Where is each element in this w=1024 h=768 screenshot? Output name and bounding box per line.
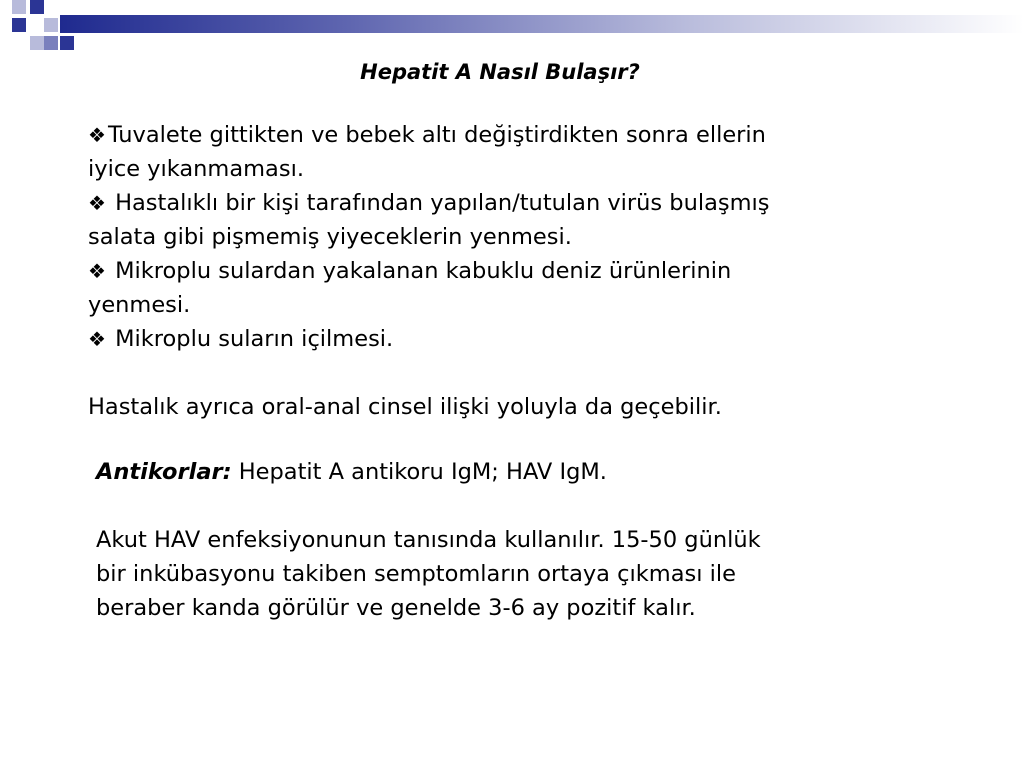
antibody-label: Antikorlar: <box>96 459 232 485</box>
decor-square <box>44 18 58 32</box>
list-item <box>88 322 918 356</box>
transmission-list <box>88 118 918 424</box>
spacer <box>88 356 918 390</box>
list-item-text: Hastalıklı bir kişi tarafından yapılan/tutulan virüs bulaşmış <box>107 190 770 216</box>
diagnosis-line: bir inkübasyonu takiben semptomların ortaya çıkması ile <box>96 561 736 587</box>
header-gradient-bar <box>60 15 1024 33</box>
decor-square <box>12 18 26 32</box>
list-item <box>88 254 918 288</box>
antibody-section <box>96 455 926 625</box>
diamond-bullet-icon: ❖ <box>88 123 106 147</box>
list-item-text: Tuvalete gittikten ve bebek altı değiştirdikten sonra ellerin <box>107 122 766 148</box>
list-item <box>88 186 918 220</box>
transmission-note: Hastalık ayrıca oral-anal cinsel ilişki yoluyla da geçebilir. <box>88 394 722 420</box>
list-item-continuation: salata gibi pişmemiş yiyeceklerin yenmesi. <box>88 224 572 250</box>
antibody-line <box>96 455 926 489</box>
diamond-bullet-icon: ❖ <box>88 259 106 283</box>
diamond-bullet-icon: ❖ <box>88 191 106 215</box>
diamond-bullet-icon: ❖ <box>88 327 106 351</box>
slide-corner-decoration <box>0 0 1024 64</box>
antibody-text: Hepatit A antikoru IgM; HAV IgM. <box>231 459 607 485</box>
spacer <box>96 489 926 523</box>
list-item-text: Mikroplu sulardan yakalanan kabuklu deniz ürünlerinin <box>107 258 732 284</box>
decor-square <box>60 36 74 50</box>
decor-square <box>44 36 58 50</box>
diagnosis-line: Akut HAV enfeksiyonunun tanısında kullanılır. 15-50 günlük <box>96 527 761 553</box>
decor-square <box>30 0 44 14</box>
decor-square <box>12 0 26 14</box>
diagnosis-line: beraber kanda görülür ve genelde 3-6 ay pozitif kalır. <box>96 595 696 621</box>
slide-title: Hepatit A Nasıl Bulaşır? <box>360 60 640 84</box>
list-item-continuation: iyice yıkanmaması. <box>88 156 304 182</box>
list-item <box>88 118 918 152</box>
list-item-text: Mikroplu suların içilmesi. <box>107 326 394 352</box>
decor-square <box>30 36 44 50</box>
list-item-continuation: yenmesi. <box>88 292 191 318</box>
